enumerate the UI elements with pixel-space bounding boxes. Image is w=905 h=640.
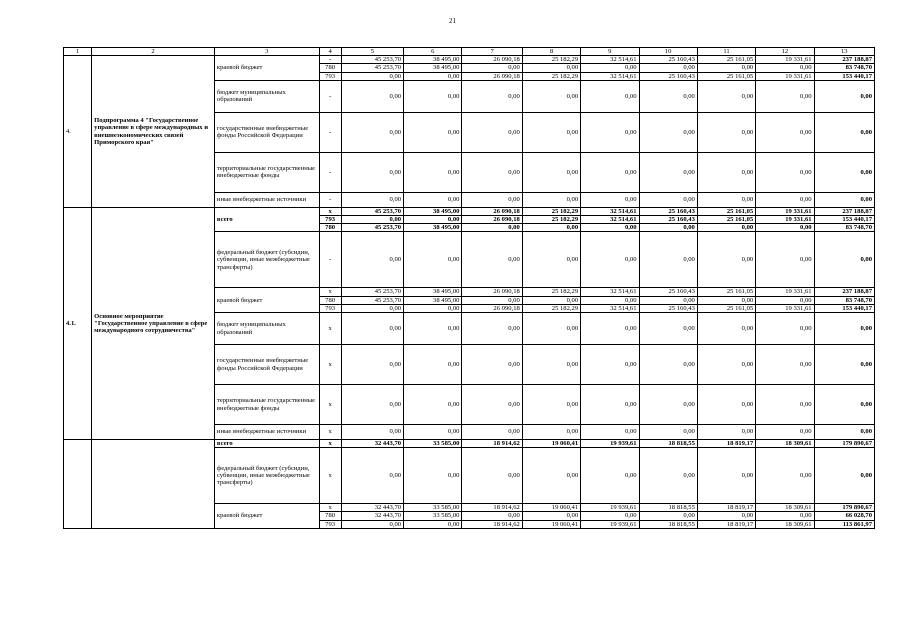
total-cell: 179 890,67 — [814, 440, 874, 448]
budget-code: х — [319, 385, 341, 425]
value-cell: 0,00 — [581, 80, 639, 112]
value-cell: 0,00 — [639, 192, 697, 207]
value-cell: 18 309,61 — [756, 520, 814, 528]
total-cell: 0,00 — [814, 152, 874, 192]
value-cell: 0,00 — [341, 112, 403, 152]
value-cell: 19 939,61 — [581, 440, 639, 448]
value-cell: 0,00 — [697, 345, 755, 385]
value-cell: 26 090,18 — [462, 304, 522, 312]
value-cell: 0,00 — [341, 80, 403, 112]
value-cell: 0,00 — [756, 152, 814, 192]
column-header: 3 — [214, 48, 319, 56]
funding-source: бюджет муниципальных образований — [214, 80, 319, 112]
total-cell: 0,00 — [814, 112, 874, 152]
value-cell: 33 585,00 — [404, 512, 462, 520]
value-cell: 0,00 — [522, 512, 580, 520]
funding-source: государственные внебюджетные фонды Российской Федерации — [214, 345, 319, 385]
value-cell: 0,00 — [404, 112, 462, 152]
value-cell: 0,00 — [462, 64, 522, 72]
value-cell: 0,00 — [697, 64, 755, 72]
table-row — [64, 207, 875, 215]
value-cell: 0,00 — [462, 512, 522, 520]
value-cell: 0,00 — [462, 385, 522, 425]
value-cell: 45 253,70 — [341, 296, 403, 304]
budget-code: - — [319, 192, 341, 207]
total-cell: 83 748,70 — [814, 296, 874, 304]
value-cell: 0,00 — [462, 152, 522, 192]
total-cell: 0,00 — [814, 345, 874, 385]
value-cell: 0,00 — [756, 192, 814, 207]
value-cell: 0,00 — [462, 192, 522, 207]
value-cell: 26 090,18 — [462, 72, 522, 80]
value-cell: 0,00 — [581, 232, 639, 288]
value-cell: 0,00 — [697, 448, 755, 504]
value-cell: 0,00 — [404, 192, 462, 207]
value-cell: 0,00 — [404, 216, 462, 224]
value-cell: 18 818,55 — [639, 520, 697, 528]
value-cell: 0,00 — [404, 345, 462, 385]
value-cell: 0,00 — [462, 80, 522, 112]
funding-source: всего — [214, 440, 319, 448]
value-cell: 0,00 — [341, 192, 403, 207]
value-cell: 0,00 — [462, 345, 522, 385]
value-cell: 45 253,70 — [341, 207, 403, 215]
value-cell: 18 818,55 — [639, 440, 697, 448]
value-cell: 38 495,00 — [404, 56, 462, 64]
value-cell: 25 182,29 — [522, 207, 580, 215]
value-cell: 0,00 — [639, 152, 697, 192]
value-cell: 25 160,43 — [639, 216, 697, 224]
value-cell: 38 495,00 — [404, 296, 462, 304]
total-cell: 113 861,97 — [814, 520, 874, 528]
value-cell: 0,00 — [639, 64, 697, 72]
value-cell: 0,00 — [404, 425, 462, 440]
page-number: 21 — [449, 17, 456, 25]
value-cell: 18 818,55 — [639, 504, 697, 512]
value-cell: 0,00 — [581, 345, 639, 385]
column-header: 2 — [92, 48, 215, 56]
value-cell: 0,00 — [581, 425, 639, 440]
value-cell: 0,00 — [697, 296, 755, 304]
value-cell: 0,00 — [522, 385, 580, 425]
funding-source: иные внебюджетные источники — [214, 425, 319, 440]
value-cell: 19 060,41 — [522, 440, 580, 448]
value-cell: 0,00 — [522, 425, 580, 440]
value-cell: 0,00 — [341, 425, 403, 440]
total-cell: 0,00 — [814, 80, 874, 112]
value-cell: 0,00 — [462, 112, 522, 152]
value-cell: 0,00 — [581, 296, 639, 304]
value-cell: 25 160,43 — [639, 288, 697, 296]
funding-source: краевой бюджет — [214, 288, 319, 313]
value-cell: 0,00 — [697, 385, 755, 425]
value-cell: 0,00 — [581, 64, 639, 72]
budget-code: х — [319, 425, 341, 440]
total-cell: 237 188,87 — [814, 207, 874, 215]
value-cell: 0,00 — [462, 232, 522, 288]
value-cell: 0,00 — [462, 313, 522, 345]
budget-code: х — [319, 207, 341, 215]
budget-code: 780 — [319, 512, 341, 520]
value-cell: 0,00 — [341, 345, 403, 385]
funding-source: федеральный бюджет (субсидии, субвенции, иные межбюджетные трансферты) — [214, 232, 319, 288]
row-index: 4. — [64, 56, 92, 208]
value-cell: 0,00 — [697, 112, 755, 152]
value-cell: 18 914,62 — [462, 504, 522, 512]
value-cell: 0,00 — [639, 80, 697, 112]
budget-code: - — [319, 152, 341, 192]
budget-code: - — [319, 56, 341, 64]
budget-code: - — [319, 232, 341, 288]
value-cell: 0,00 — [522, 192, 580, 207]
value-cell: 0,00 — [341, 72, 403, 80]
value-cell: 0,00 — [522, 232, 580, 288]
value-cell: 0,00 — [522, 64, 580, 72]
value-cell: 0,00 — [581, 512, 639, 520]
value-cell: 32 514,61 — [581, 288, 639, 296]
value-cell: 0,00 — [522, 152, 580, 192]
budget-table — [63, 47, 875, 529]
value-cell: 0,00 — [581, 224, 639, 232]
value-cell: 19 331,61 — [756, 207, 814, 215]
value-cell: 0,00 — [639, 448, 697, 504]
value-cell: 26 090,18 — [462, 207, 522, 215]
value-cell: 26 090,18 — [462, 288, 522, 296]
value-cell: 0,00 — [697, 224, 755, 232]
total-cell: 153 440,17 — [814, 216, 874, 224]
budget-code: 793 — [319, 304, 341, 312]
value-cell: 0,00 — [581, 112, 639, 152]
budget-code: 780 — [319, 64, 341, 72]
value-cell: 19 060,41 — [522, 520, 580, 528]
value-cell: 32 443,70 — [341, 512, 403, 520]
value-cell: 0,00 — [581, 385, 639, 425]
row-index — [64, 440, 92, 529]
value-cell: 0,00 — [697, 512, 755, 520]
budget-code: 780 — [319, 296, 341, 304]
value-cell: 0,00 — [341, 152, 403, 192]
value-cell: 0,00 — [341, 232, 403, 288]
row-index: 4.1. — [64, 207, 92, 439]
value-cell: 38 495,00 — [404, 64, 462, 72]
value-cell: 18 819,17 — [697, 504, 755, 512]
total-cell: 153 440,17 — [814, 304, 874, 312]
funding-source: иные внебюджетные источники — [214, 192, 319, 207]
value-cell: 0,00 — [697, 232, 755, 288]
budget-code: х — [319, 288, 341, 296]
value-cell: 38 495,00 — [404, 207, 462, 215]
funding-source: территориальные государственные внебюджетные фонды — [214, 385, 319, 425]
total-cell: 0,00 — [814, 448, 874, 504]
value-cell: 0,00 — [341, 313, 403, 345]
value-cell: 0,00 — [756, 232, 814, 288]
funding-source: всего — [214, 207, 319, 232]
value-cell: 26 090,18 — [462, 216, 522, 224]
value-cell: 0,00 — [581, 313, 639, 345]
column-header: 1 — [64, 48, 92, 56]
value-cell: 32 514,61 — [581, 304, 639, 312]
header-row — [64, 48, 875, 56]
value-cell: 25 182,29 — [522, 72, 580, 80]
total-cell: 0,00 — [814, 313, 874, 345]
value-cell: 0,00 — [404, 520, 462, 528]
budget-code: 780 — [319, 224, 341, 232]
value-cell: 0,00 — [522, 313, 580, 345]
value-cell: 0,00 — [639, 512, 697, 520]
value-cell: 0,00 — [462, 296, 522, 304]
value-cell: 0,00 — [522, 224, 580, 232]
value-cell: 25 160,43 — [639, 304, 697, 312]
funding-source: государственные внебюджетные фонды Российской Федерации — [214, 112, 319, 152]
value-cell: 0,00 — [639, 224, 697, 232]
value-cell: 0,00 — [341, 216, 403, 224]
value-cell: 0,00 — [581, 448, 639, 504]
budget-code: - — [319, 112, 341, 152]
value-cell: 0,00 — [756, 64, 814, 72]
value-cell: 19 331,61 — [756, 72, 814, 80]
value-cell: 18 914,62 — [462, 440, 522, 448]
value-cell: 0,00 — [756, 512, 814, 520]
program-name: Подпрограмма 4 "Государственное управление в сфере международных и внешнеэкономических связей Приморского края" — [92, 56, 215, 208]
value-cell: 0,00 — [462, 425, 522, 440]
value-cell: 0,00 — [341, 304, 403, 312]
table-row — [64, 56, 875, 64]
value-cell: 0,00 — [341, 520, 403, 528]
total-cell: 0,00 — [814, 385, 874, 425]
value-cell: 0,00 — [639, 232, 697, 288]
value-cell: 18 309,61 — [756, 504, 814, 512]
value-cell: 0,00 — [404, 80, 462, 112]
value-cell: 0,00 — [697, 313, 755, 345]
value-cell: 19 331,61 — [756, 56, 814, 64]
value-cell: 25 161,05 — [697, 288, 755, 296]
total-cell: 83 748,70 — [814, 64, 874, 72]
total-cell: 179 890,67 — [814, 504, 874, 512]
value-cell: 32 514,61 — [581, 216, 639, 224]
budget-code: х — [319, 440, 341, 448]
column-header: 10 — [639, 48, 697, 56]
value-cell: 0,00 — [639, 296, 697, 304]
value-cell: 0,00 — [522, 80, 580, 112]
value-cell: 19 939,61 — [581, 520, 639, 528]
value-cell: 0,00 — [404, 448, 462, 504]
value-cell: 45 253,70 — [341, 288, 403, 296]
column-header: 8 — [522, 48, 580, 56]
value-cell: 19 060,41 — [522, 504, 580, 512]
value-cell: 25 161,05 — [697, 56, 755, 64]
value-cell: 0,00 — [756, 448, 814, 504]
column-header: 12 — [756, 48, 814, 56]
value-cell: 25 161,05 — [697, 304, 755, 312]
value-cell: 0,00 — [404, 313, 462, 345]
value-cell: 0,00 — [756, 112, 814, 152]
value-cell: 25 160,43 — [639, 207, 697, 215]
funding-source: краевой бюджет — [214, 504, 319, 529]
value-cell: 18 914,62 — [462, 520, 522, 528]
value-cell: 0,00 — [756, 80, 814, 112]
value-cell: 25 182,29 — [522, 304, 580, 312]
column-header: 5 — [341, 48, 403, 56]
value-cell: 0,00 — [581, 152, 639, 192]
value-cell: 33 585,00 — [404, 440, 462, 448]
column-header: 9 — [581, 48, 639, 56]
value-cell: 25 160,43 — [639, 56, 697, 64]
value-cell: 0,00 — [404, 232, 462, 288]
budget-code: - — [319, 80, 341, 112]
column-header: 6 — [404, 48, 462, 56]
value-cell: 0,00 — [697, 425, 755, 440]
value-cell: 0,00 — [404, 152, 462, 192]
budget-code: х — [319, 345, 341, 385]
value-cell: 25 182,29 — [522, 288, 580, 296]
value-cell: 0,00 — [756, 385, 814, 425]
value-cell: 19 331,61 — [756, 304, 814, 312]
value-cell: 38 495,00 — [404, 224, 462, 232]
total-cell: 83 748,70 — [814, 224, 874, 232]
value-cell: 0,00 — [522, 345, 580, 385]
value-cell: 25 160,43 — [639, 72, 697, 80]
value-cell: 0,00 — [697, 152, 755, 192]
value-cell: 32 443,70 — [341, 440, 403, 448]
value-cell: 45 253,70 — [341, 56, 403, 64]
value-cell: 0,00 — [341, 385, 403, 425]
value-cell: 25 161,05 — [697, 72, 755, 80]
value-cell: 19 331,61 — [756, 216, 814, 224]
value-cell: 0,00 — [404, 304, 462, 312]
column-header: 7 — [462, 48, 522, 56]
column-header: 13 — [814, 48, 874, 56]
value-cell: 0,00 — [522, 448, 580, 504]
total-cell: 237 188,87 — [814, 56, 874, 64]
value-cell: 0,00 — [639, 313, 697, 345]
column-header: 4 — [319, 48, 341, 56]
value-cell: 19 331,61 — [756, 288, 814, 296]
budget-code: 793 — [319, 216, 341, 224]
value-cell: 0,00 — [462, 224, 522, 232]
value-cell: 26 090,18 — [462, 56, 522, 64]
value-cell: 0,00 — [639, 345, 697, 385]
value-cell: 0,00 — [341, 448, 403, 504]
budget-code: х — [319, 504, 341, 512]
value-cell: 0,00 — [581, 192, 639, 207]
value-cell: 0,00 — [756, 296, 814, 304]
value-cell: 32 443,70 — [341, 504, 403, 512]
value-cell: 25 182,29 — [522, 56, 580, 64]
budget-code: 793 — [319, 520, 341, 528]
value-cell: 32 514,61 — [581, 56, 639, 64]
value-cell: 19 939,61 — [581, 504, 639, 512]
value-cell: 0,00 — [697, 192, 755, 207]
value-cell: 32 514,61 — [581, 207, 639, 215]
budget-code: х — [319, 448, 341, 504]
funding-source: краевой бюджет — [214, 56, 319, 81]
budget-code: х — [319, 313, 341, 345]
value-cell: 45 253,70 — [341, 224, 403, 232]
total-cell: 0,00 — [814, 192, 874, 207]
table-row — [64, 440, 875, 448]
value-cell: 0,00 — [697, 80, 755, 112]
value-cell: 0,00 — [756, 313, 814, 345]
column-header: 11 — [697, 48, 755, 56]
value-cell: 0,00 — [756, 345, 814, 385]
total-cell: 237 188,87 — [814, 288, 874, 296]
value-cell: 25 161,05 — [697, 216, 755, 224]
value-cell: 0,00 — [639, 112, 697, 152]
value-cell: 0,00 — [522, 112, 580, 152]
value-cell: 25 182,29 — [522, 216, 580, 224]
value-cell: 0,00 — [522, 296, 580, 304]
value-cell: 0,00 — [404, 72, 462, 80]
value-cell: 0,00 — [756, 224, 814, 232]
value-cell: 18 819,17 — [697, 520, 755, 528]
funding-source: территориальные государственные внебюджетные фонды — [214, 152, 319, 192]
value-cell: 0,00 — [639, 425, 697, 440]
value-cell: 0,00 — [404, 385, 462, 425]
value-cell: 45 253,70 — [341, 64, 403, 72]
value-cell: 38 495,00 — [404, 288, 462, 296]
value-cell: 32 514,61 — [581, 72, 639, 80]
value-cell: 18 819,17 — [697, 440, 755, 448]
value-cell: 0,00 — [756, 425, 814, 440]
value-cell: 0,00 — [462, 448, 522, 504]
table-body — [64, 56, 875, 529]
budget-code: 793 — [319, 72, 341, 80]
program-name — [92, 440, 215, 529]
total-cell: 0,00 — [814, 425, 874, 440]
total-cell: 153 440,17 — [814, 72, 874, 80]
value-cell: 33 585,00 — [404, 504, 462, 512]
total-cell: 0,00 — [814, 232, 874, 288]
program-name: Основное мероприятие "Государственное управление в сфере международного сотрудничества" — [92, 207, 215, 439]
value-cell: 0,00 — [639, 385, 697, 425]
funding-source: федеральный бюджет (субсидии, субвенции, иные межбюджетные трансферты) — [214, 448, 319, 504]
funding-source: бюджет муниципальных образований — [214, 313, 319, 345]
value-cell: 18 309,61 — [756, 440, 814, 448]
value-cell: 25 161,05 — [697, 207, 755, 215]
total-cell: 66 028,70 — [814, 512, 874, 520]
